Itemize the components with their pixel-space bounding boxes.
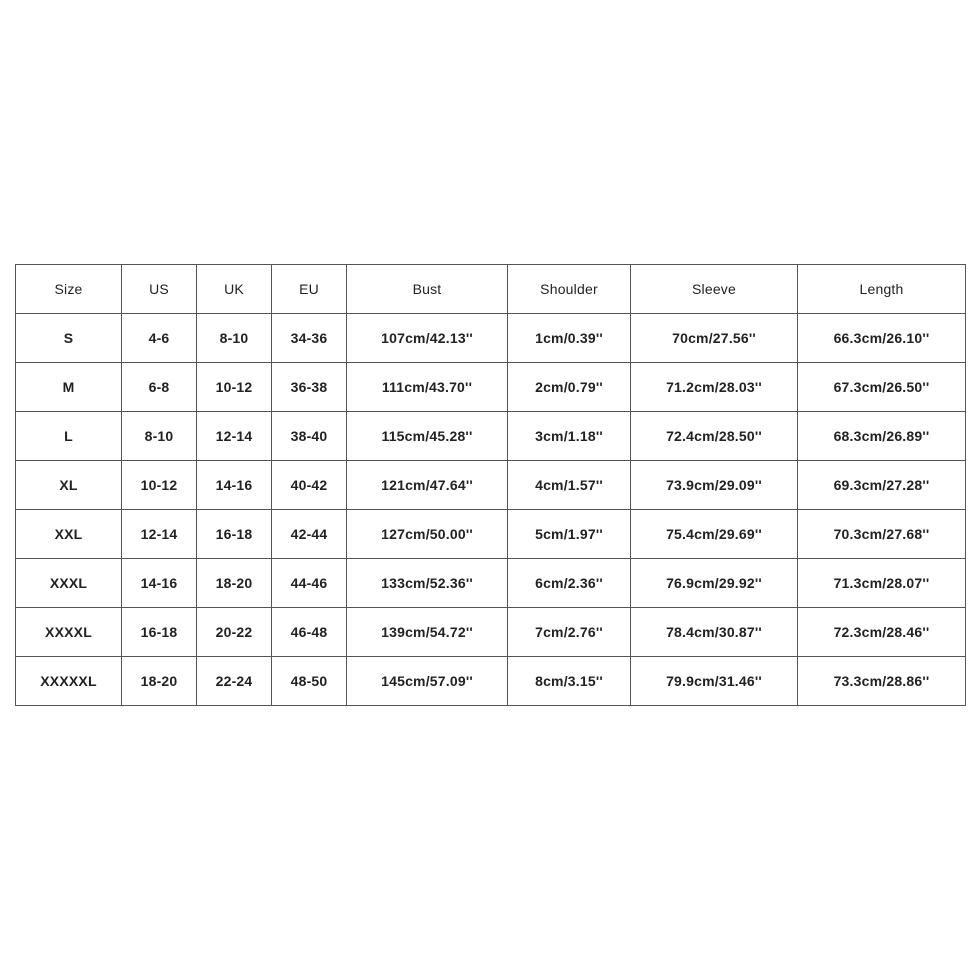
cell-eu: 48-50 (272, 657, 347, 706)
cell-bust: 145cm/57.09'' (347, 657, 508, 706)
cell-us: 10-12 (122, 461, 197, 510)
cell-size: XXXXL (16, 608, 122, 657)
cell-shoulder: 6cm/2.36'' (508, 559, 631, 608)
cell-eu: 40-42 (272, 461, 347, 510)
cell-shoulder: 8cm/3.15'' (508, 657, 631, 706)
cell-eu: 36-38 (272, 363, 347, 412)
cell-sleeve: 79.9cm/31.46'' (631, 657, 798, 706)
cell-eu: 38-40 (272, 412, 347, 461)
cell-bust: 127cm/50.00'' (347, 510, 508, 559)
cell-bust: 115cm/45.28'' (347, 412, 508, 461)
cell-shoulder: 2cm/0.79'' (508, 363, 631, 412)
cell-sleeve: 75.4cm/29.69'' (631, 510, 798, 559)
cell-uk: 20-22 (197, 608, 272, 657)
cell-us: 8-10 (122, 412, 197, 461)
table-row (16, 363, 966, 412)
cell-uk: 14-16 (197, 461, 272, 510)
cell-length: 66.3cm/26.10'' (798, 314, 966, 363)
header-sleeve: Sleeve (631, 265, 798, 314)
table-row (16, 314, 966, 363)
table-row (16, 412, 966, 461)
cell-uk: 10-12 (197, 363, 272, 412)
cell-eu: 44-46 (272, 559, 347, 608)
cell-length: 67.3cm/26.50'' (798, 363, 966, 412)
cell-size: L (16, 412, 122, 461)
cell-size: XXXXXL (16, 657, 122, 706)
cell-bust: 107cm/42.13'' (347, 314, 508, 363)
cell-size: XXXL (16, 559, 122, 608)
cell-length: 71.3cm/28.07'' (798, 559, 966, 608)
table-row (16, 657, 966, 706)
cell-uk: 8-10 (197, 314, 272, 363)
cell-sleeve: 71.2cm/28.03'' (631, 363, 798, 412)
cell-sleeve: 70cm/27.56'' (631, 314, 798, 363)
cell-uk: 18-20 (197, 559, 272, 608)
table-row (16, 510, 966, 559)
header-length: Length (798, 265, 966, 314)
cell-uk: 12-14 (197, 412, 272, 461)
cell-eu: 42-44 (272, 510, 347, 559)
cell-us: 6-8 (122, 363, 197, 412)
cell-size: XXL (16, 510, 122, 559)
cell-size: XL (16, 461, 122, 510)
table-row (16, 559, 966, 608)
cell-us: 18-20 (122, 657, 197, 706)
cell-eu: 46-48 (272, 608, 347, 657)
cell-shoulder: 4cm/1.57'' (508, 461, 631, 510)
cell-bust: 121cm/47.64'' (347, 461, 508, 510)
cell-length: 73.3cm/28.86'' (798, 657, 966, 706)
cell-us: 16-18 (122, 608, 197, 657)
header-row (16, 265, 966, 314)
cell-uk: 16-18 (197, 510, 272, 559)
cell-shoulder: 5cm/1.97'' (508, 510, 631, 559)
cell-uk: 22-24 (197, 657, 272, 706)
header-us: US (122, 265, 197, 314)
cell-bust: 139cm/54.72'' (347, 608, 508, 657)
header-size: Size (16, 265, 122, 314)
cell-us: 14-16 (122, 559, 197, 608)
cell-shoulder: 7cm/2.76'' (508, 608, 631, 657)
header-shoulder: Shoulder (508, 265, 631, 314)
header-bust: Bust (347, 265, 508, 314)
cell-shoulder: 3cm/1.18'' (508, 412, 631, 461)
size-chart-table (15, 264, 966, 706)
cell-us: 12-14 (122, 510, 197, 559)
header-eu: EU (272, 265, 347, 314)
cell-size: S (16, 314, 122, 363)
cell-size: M (16, 363, 122, 412)
cell-eu: 34-36 (272, 314, 347, 363)
table-row (16, 461, 966, 510)
cell-shoulder: 1cm/0.39'' (508, 314, 631, 363)
cell-bust: 133cm/52.36'' (347, 559, 508, 608)
cell-length: 68.3cm/26.89'' (798, 412, 966, 461)
cell-sleeve: 76.9cm/29.92'' (631, 559, 798, 608)
cell-length: 70.3cm/27.68'' (798, 510, 966, 559)
table-row (16, 608, 966, 657)
cell-sleeve: 73.9cm/29.09'' (631, 461, 798, 510)
cell-us: 4-6 (122, 314, 197, 363)
cell-length: 72.3cm/28.46'' (798, 608, 966, 657)
cell-sleeve: 72.4cm/28.50'' (631, 412, 798, 461)
cell-length: 69.3cm/27.28'' (798, 461, 966, 510)
cell-bust: 111cm/43.70'' (347, 363, 508, 412)
cell-sleeve: 78.4cm/30.87'' (631, 608, 798, 657)
header-uk: UK (197, 265, 272, 314)
